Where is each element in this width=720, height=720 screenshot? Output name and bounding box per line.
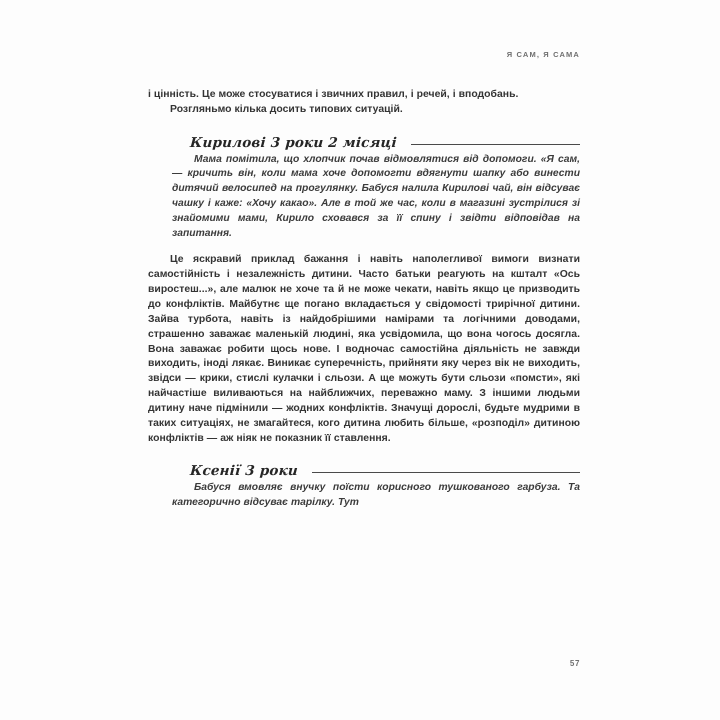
case-heading-row <box>148 463 580 479</box>
case-body <box>148 481 580 511</box>
case-study-kyrylo <box>148 135 580 242</box>
case-paragraph: Бабуся вмовляє внучку поїсти корисного тушкованого гарбуза. Та категорично відсуває тарілку. Тут <box>172 482 580 509</box>
case-study-ksenia <box>148 463 580 511</box>
heading-rule <box>411 144 580 145</box>
case-body <box>148 153 580 242</box>
running-head: Я САМ, Я САМА <box>506 50 580 59</box>
case-heading-row <box>148 135 580 151</box>
intro-paragraph: і цінність. Це може стосуватися і звичних правил, і речей, і вподобань. <box>148 89 519 100</box>
case-title: Ксенії 3 роки <box>189 463 299 480</box>
spacer <box>148 241 580 253</box>
page-number: 57 <box>569 659 580 668</box>
case-title: Кирилові 3 роки 2 місяці <box>189 134 398 151</box>
heading-rule <box>312 472 580 473</box>
lead-in-paragraph: Розгляньмо кілька досить типових ситуацій. <box>170 103 403 115</box>
case-paragraph: Мама помітила, що хлопчик почав відмовлятися від допомоги. «Я сам, — кричить він, коли мама хоче допомогти вдягнути шапку або винести дитячий велосипед на прогулянку. Бабуся налила Кирилові чай, він відсуває чашку і каже: «Хочу какао». Але в той же час, коли в магазині зустрілися зі знайомими мами, Кирило сховався за її спину і звідти відповідав на запитання. <box>172 153 580 239</box>
analysis-paragraph: Це яскравий приклад бажання і навіть наполегливої вимоги визнати самостійність і незалежність дитини. Часто батьки реагують на кшталт «Ось виростеш...», але малюк не хоче та й не може чекати, навіть якщо це призводить до конфліктів. Майбутнє ще погано вкладається у свідомості трирічної дитини. Зайва турбота, навіть із найдобрішими намірами та логічними доводами, страшенно заважає маленькій людині, яка усвідомила, що вона чогось досягла. Вона заважає робити щось нове. І водночас самостійна діяльність не завжди виходить, іноді лякає. Виникає суперечність, прийняти яку через вік не виходить, звідси — крики, стислі кулачки і сльози. А ще можуть бути сльози «помсти», які найчастіше виливаються на найближчих, переважно маму. З іншими людьми дитину наче підмінили — жодних конфліктів. Значущі дорослі, будьте мудрими в таких ситуаціях, не змагайтеся, кого дитина любить більше, «розподіл» дитиною конфліктів — аж ніяк не показник її ставлення. <box>148 254 580 444</box>
text-column <box>148 88 580 511</box>
